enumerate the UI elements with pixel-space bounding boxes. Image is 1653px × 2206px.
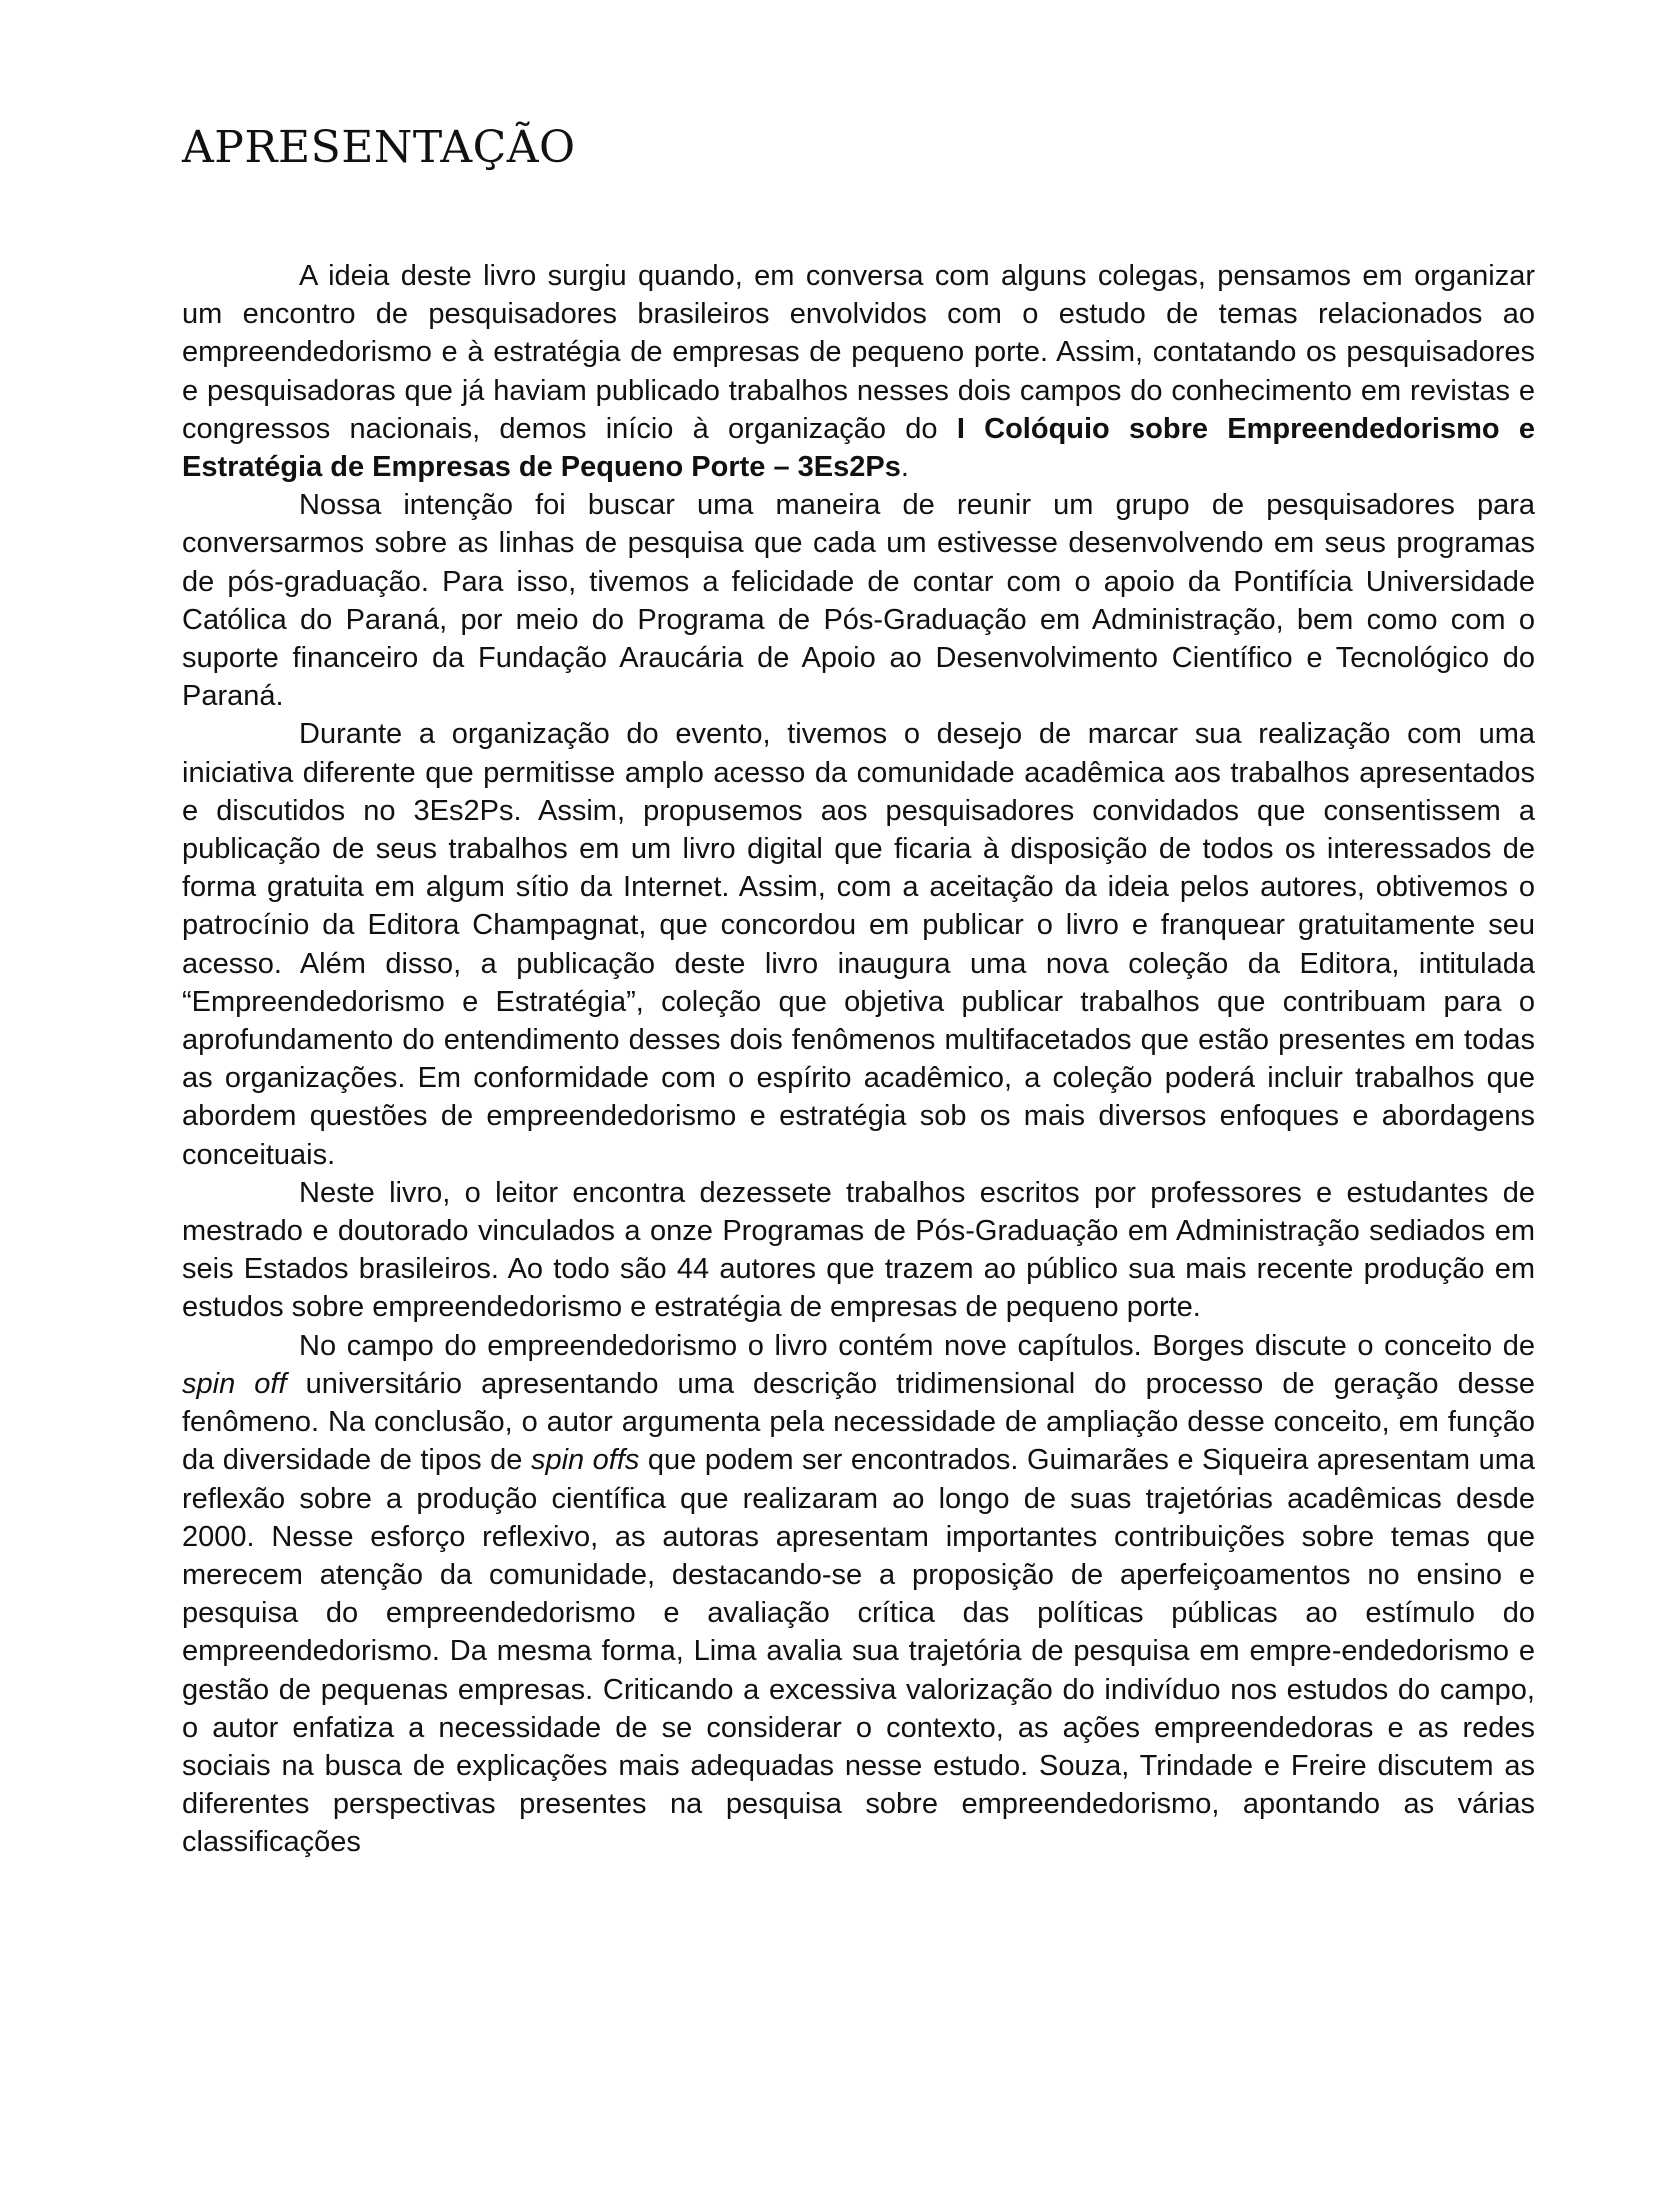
paragraph-5-italic-1: spin off xyxy=(182,1367,287,1400)
paragraph-4: Neste livro, o leitor encontra dezessete trabalhos escritos por professores e estudantes de mestrado e doutorado vinculados a onze Programas de Pós-Graduação em Administração sediados em seis Estados brasileiros. Ao todo são 44 autores que trazem ao público sua mais recente produção em estudos sobre empreendedorismo e estratégia de empresas de pequeno porte. xyxy=(182,1176,1535,1324)
page-heading: APRESENTAÇÃO xyxy=(182,122,576,173)
paragraph-5-text-c: que podem ser encontrados. Guimarães e Siqueira apresentam uma reflexão sobre a produção científica que realizaram ao longo de suas trajetórias acadêmicas desde 2000. Nesse esforço reflexivo, as autoras apresentam importantes contribuições sobre temas que merecem atenção da comunidade, destacando-se a proposição de aperfeiçoamentos no ensino e pesquisa do empreendedorismo e avaliação crítica das políticas públicas ao estímulo do empreendedorismo. Da mesma forma, Lima avalia sua trajetória de pesquisa em empre-endedorismo e gestão de pequenas empresas. Criticando a excessiva valorização do indivíduo nos estudos do campo, o autor enfatiza a necessidade de se considerar o contexto, as ações empreendedoras e as redes sociais na busca de explicações mais adequadas nesse estudo. Souza, Trindade e Freire discutem as diferentes perspectivas presentes na pesquisa sobre empreendedorismo, apontando as várias classificações xyxy=(182,1444,1535,1859)
paragraph-2: Nossa intenção foi buscar uma maneira de reunir um grupo de pesquisadores para conversarmos sobre as linhas de pesquisa que cada um estivesse desenvolvendo em seus programas de pós-graduação. Para isso, tivemos a felicidade de contar com o apoio da Pontifícia Universidade Católica do Paraná, por meio do Programa de Pós-Graduação em Administração, bem como com o suporte financeiro da Fundação Araucária de Apoio ao Desenvolvimento Científico e Tecnológico do Paraná. xyxy=(182,489,1535,713)
paragraph-5-text-b: universitário apresentando uma descrição tridimensional do processo de geração desse fenômeno. Na conclusão, o autor argumenta pela necessidade de ampliação desse conceito, em função da diversidade de tipos de xyxy=(182,1367,1535,1477)
paragraph-5-text-a: No campo do empreendedorismo o livro contém nove capítulos. Borges discute o conceito de xyxy=(299,1329,1535,1362)
paragraph-5-italic-2: spin offs xyxy=(530,1444,640,1477)
paragraph-3: Durante a organização do evento, tivemos o desejo de marcar sua realização com uma iniciativa diferente que permitisse amplo acesso da comunidade acadêmica aos trabalhos apresentados e discutidos no 3Es2Ps. Assim, propusemos aos pesquisadores convidados que consentissem a publicação de seus trabalhos em um livro digital que ficaria à disposição de todos os interessados de forma gratuita em algum sítio da Internet. Assim, com a aceitação da ideia pelos autores, obtivemos o patrocínio da Editora Champagnat, que concordou em publicar o livro e franquear gratuitamente seu acesso. Além disso, a publicação deste livro inaugura uma nova coleção da Editora, intitulada “Empreendedorismo e Estratégia”, coleção que objetiva publicar trabalhos que contribuam para o aprofundamento do entendimento desses dois fenômenos multifacetados que estão presentes em todas as organizações. Em conformidade com o espírito acadêmico, a coleção poderá incluir trabalhos que abordem questões de empreendedorismo e estratégia sob os mais diversos enfoques e abordagens conceituais. xyxy=(182,718,1535,1171)
paragraph-1-text-b: . xyxy=(900,451,909,484)
paragraph-5 xyxy=(182,1327,1535,1862)
paragraph-1 xyxy=(182,257,1535,486)
paragraph-1-text-a: A ideia deste livro surgiu quando, em conversa com alguns colegas, pensamos em organizar um encontro de pesquisadores brasileiros envolvidos com o estudo de temas relacionados ao empreendedorismo e à estratégia de empresas de pequeno porte. Assim, contatando os pesquisadores e pesquisadoras que já haviam publicado trabalhos nesses dois campos do conhecimento em revistas e congressos nacionais, demos início à organização do xyxy=(182,260,1535,445)
paragraph-1-event-name: I Colóquio sobre Empreendedorismo e Estratégia de Empresas de Pequeno Porte – 3Es2Ps xyxy=(182,412,1535,484)
body-text xyxy=(182,257,1535,1862)
